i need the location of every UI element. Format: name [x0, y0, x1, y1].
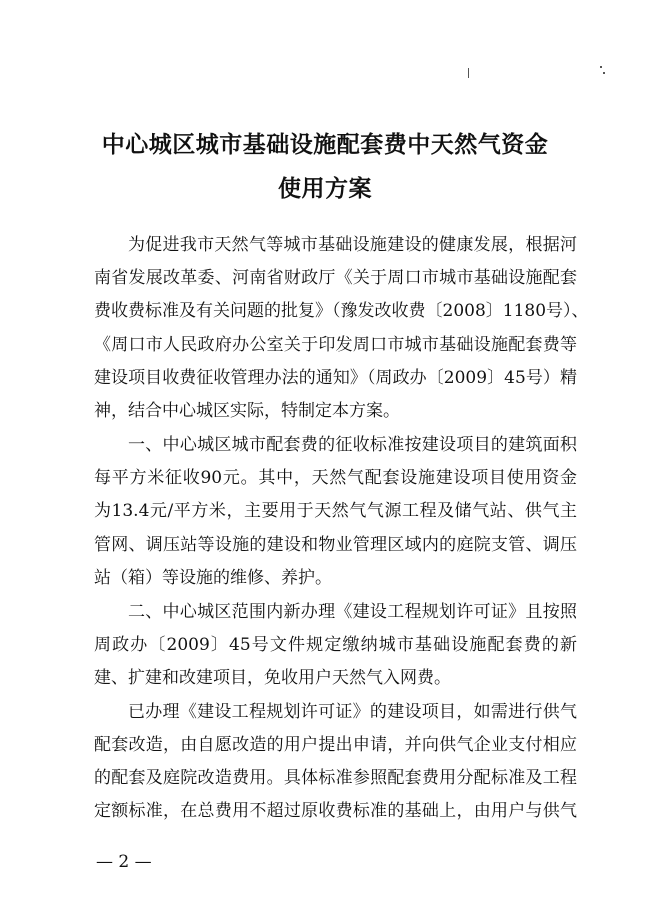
body-text-line: 站（箱）等设施的维修、养护。 [94, 568, 332, 588]
body-text-line: 每平方米征收90元。其中，天然气配套设施建设项目使用资金 [94, 468, 577, 488]
body-text-line: 已办理《建设工程规划许可证》的建设项目，如需进行供气 [128, 702, 577, 722]
body-text-line: 《周口市人民政府办公室关于印发周口市城市基础设施配套费等 [94, 335, 577, 355]
body-text-line: 定额标准，在总费用不超过原收费标准的基础上，由用户与供气 [94, 801, 577, 821]
body-text-line: 管网、调压站等设施的建设和物业管理区域内的庭院支管、调压 [94, 535, 577, 555]
body-text-line: 配套改造，由自愿改造的用户提出申请，并向供气企业支付相应 [94, 735, 577, 755]
scan-mark [603, 72, 605, 74]
scan-mark [600, 66, 602, 68]
body-text-line: 二、中心城区范围内新办理《建设工程规划许可证》且按照 [128, 602, 577, 622]
body-text-line: 南省发展改革委、河南省财政厅《关于周口市城市基础设施配套 [94, 268, 577, 288]
body-text-line: 的配套及庭院改造费用。具体标准参照配套费用分配标准及工程 [94, 768, 577, 788]
body-text-line: 建设项目收费征收管理办法的通知》（周政办〔2009〕45号）精 [94, 368, 577, 388]
body-text-line: 周政办〔2009〕45号文件规定缴纳城市基础设施配套费的新 [94, 635, 577, 655]
body-text-line: 为促进我市天然气等城市基础设施建设的健康发展，根据河 [128, 235, 577, 255]
body-text-line: 为13.4元/平方米，主要用于天然气气源工程及储气站、供气主 [94, 501, 577, 521]
scan-mark [468, 68, 469, 78]
document-title-line-1: 中心城区城市基础设施配套费中天然气资金 [101, 132, 549, 158]
body-text-line: 神，结合中心城区实际，特制定本方案。 [94, 401, 400, 421]
body-text-line: 一、中心城区城市配套费的征收标准按建设项目的建筑面积 [128, 435, 577, 455]
document-title-line-2: 使用方案 [278, 176, 372, 202]
page-number: — 2 — [96, 852, 152, 872]
body-text-line: 费收费标准及有关问题的批复》（豫发改收费〔2008〕1180号）、 [94, 301, 589, 321]
body-text-line: 建、扩建和改建项目，免收用户天然气入网费。 [94, 668, 451, 688]
